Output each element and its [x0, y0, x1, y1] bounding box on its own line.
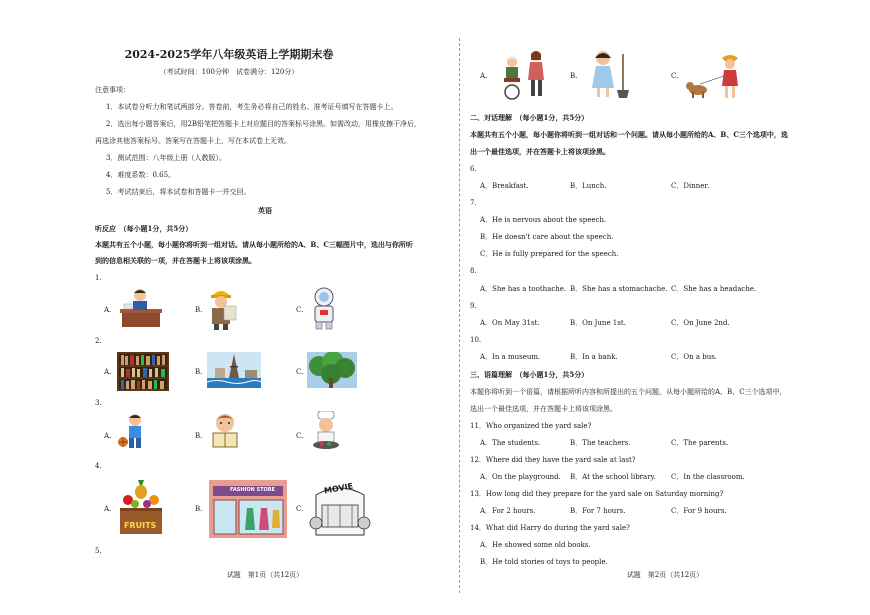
exam-title: 2024-2025学年八年级英语上学期期末卷: [124, 48, 334, 61]
option-label: C.: [296, 306, 304, 314]
bookshelf-picture: [117, 352, 169, 391]
section1-instruction: 本题共有五个小题，每小题你将听到一组对话。请从每小题所给的A、B、C三幅图片中，选出与你所听: [95, 240, 413, 249]
option-label: B.: [570, 72, 578, 80]
answer-option: C．In the classroom.: [671, 473, 745, 481]
answer-option: C．She has a headache.: [671, 285, 757, 293]
section2-instruction-cont: 出一个最佳选项，并在答题卡上将该项涂黑。: [470, 147, 610, 156]
answer-option: B．In a bank.: [570, 353, 618, 361]
answer-option: A．She has a toothache.: [480, 285, 567, 293]
option-label: B.: [195, 505, 203, 513]
answer-option: C．For 9 hours.: [671, 507, 727, 515]
answer-option: B．She has a stomachache.: [570, 285, 668, 293]
subject-heading: 英语: [258, 206, 272, 215]
section2-instruction: 本题共有五个小题，每小题你将听到一组对话和一个问题。请从每小题所给的A、B、C三个选项中，选: [470, 130, 788, 139]
question-text: 11．Who organized the yard sale?: [470, 422, 592, 430]
option-label: A.: [104, 432, 112, 440]
answer-option: C．The parents.: [671, 439, 729, 447]
answer-option: B．For 7 hours.: [570, 507, 626, 515]
note-2: 2．选出每小题答案后，用2B铅笔把答题卡上对应题目的答案标号涂黑。如需改动，用橡皮擦干净后，: [106, 120, 422, 128]
question-number: 3.: [95, 399, 102, 407]
section1-heading: 听反应 （每小题1分，共5分）: [95, 224, 193, 233]
answer-option: B．He doesn't care about the speech.: [480, 233, 614, 241]
answer-option: A．In a museum.: [480, 353, 541, 361]
girl-sweeping-floor-picture: [587, 48, 631, 100]
notes-heading: 注意事项：: [95, 86, 130, 94]
answer-option: C．On a bus.: [671, 353, 718, 361]
answer-option: B．Lunch.: [570, 182, 607, 190]
answer-option: A．On the playground.: [480, 473, 561, 481]
answer-option: A．He is nervous about the speech.: [480, 216, 607, 224]
question-number: 10.: [470, 336, 482, 344]
answer-option: B．He told stories of toys to people.: [480, 558, 608, 566]
section3-heading: 三、语篇理解 （每小题1分，共5分）: [470, 370, 589, 379]
astronaut-picture: [308, 286, 340, 330]
note-1: 1．本试卷分听力和笔试两部分。答卷前，考生务必将自己的姓名、准考证号填写在答题卡上。: [106, 103, 398, 111]
option-label: C.: [296, 505, 304, 513]
teacher-at-desk-picture: [118, 287, 164, 329]
note-4: 4．难度系数：0.65。: [106, 171, 176, 179]
page-footer: 试题 第2页（共12页）: [626, 571, 704, 579]
answer-option: C．Dinner.: [671, 182, 710, 190]
note-3: 3．测试范围：八年级上册（人教版）。: [106, 154, 226, 162]
paris-landmarks-picture: [207, 352, 261, 388]
section2-heading: 二、对话理解 （每小题1分，共5分）: [470, 113, 589, 122]
answer-option: B．On June 1st.: [570, 319, 626, 327]
page-footer: 试题 第1页（共12页）: [226, 571, 304, 579]
question-number: 8.: [470, 267, 477, 275]
option-label: C.: [671, 72, 679, 80]
question-number: 7.: [470, 199, 477, 207]
question-text: 12．Where did they have the yard sale at last?: [470, 456, 636, 464]
option-label: A.: [104, 505, 112, 513]
worker-with-hardhat-picture: [204, 286, 238, 330]
movie-sign: MOVIE: [323, 481, 354, 496]
question-text: 13．How long did they prepare for the yard sale on Saturday morning?: [470, 490, 724, 498]
boy-playing-basketball-picture: [117, 412, 153, 452]
note-2-cont: 再选涂其他答案标号。答案写在答题卡上，写在本试卷上无效。: [95, 137, 291, 145]
option-label: C.: [296, 432, 304, 440]
answer-option: A．Breakfast.: [480, 182, 529, 190]
answer-option: A．For 2 hours.: [480, 507, 536, 515]
option-label: A.: [480, 72, 488, 80]
girl-walking-dog-picture: [686, 54, 742, 100]
question-number: 9.: [470, 302, 477, 310]
question-number: 5.: [95, 547, 102, 555]
boy-cooking-picture: [308, 411, 344, 453]
boy-reading-book-picture: [207, 411, 243, 451]
fruit-stand-sign: FRUITS: [124, 521, 157, 530]
option-label: B.: [195, 432, 203, 440]
answer-option: A．He showed some old books.: [480, 541, 591, 549]
question-text: 14．What did Harry do during the yard sale?: [470, 524, 630, 532]
option-label: A.: [104, 306, 112, 314]
section3-instruction: 本题你将听到一个语篇，请根据所听内容和所提出的五个问题，从每小题所给的A、B、C三个选项中，: [470, 388, 787, 396]
answer-option: C．He is fully prepared for the speech.: [480, 250, 619, 258]
answer-option: B．The teachers.: [570, 439, 631, 447]
helping-elderly-in-wheelchair-picture: [498, 48, 550, 100]
answer-option: A．On May 31st.: [480, 319, 540, 327]
exam-info: （考试时间：100分钟 试卷满分：120分）: [159, 68, 299, 76]
answer-option: C．On June 2nd.: [671, 319, 730, 327]
question-number: 2.: [95, 337, 102, 345]
section3-instruction-cont: 选出一个最佳选项，并在答题卡上将该项涂黑。: [470, 405, 617, 413]
answer-option: A．The students.: [480, 439, 541, 447]
question-number: 6.: [470, 165, 477, 173]
option-label: C.: [296, 368, 304, 376]
question-number: 1.: [95, 274, 102, 282]
exam-page-2: [460, 0, 870, 615]
option-label: B.: [195, 368, 203, 376]
option-label: B.: [195, 306, 203, 314]
question-number: 4.: [95, 462, 102, 470]
note-5: 5．考试结束后，将本试卷和答题卡一并交回。: [106, 188, 251, 196]
option-label: A.: [104, 368, 112, 376]
fashion-store-sign: FASHION STORE: [230, 487, 276, 493]
tree-picture: [307, 352, 357, 388]
answer-option: B．At the school library.: [570, 473, 656, 481]
section1-instruction-cont: 到的信息相关联的一项，并在答题卡上将该项涂黑。: [95, 256, 256, 265]
